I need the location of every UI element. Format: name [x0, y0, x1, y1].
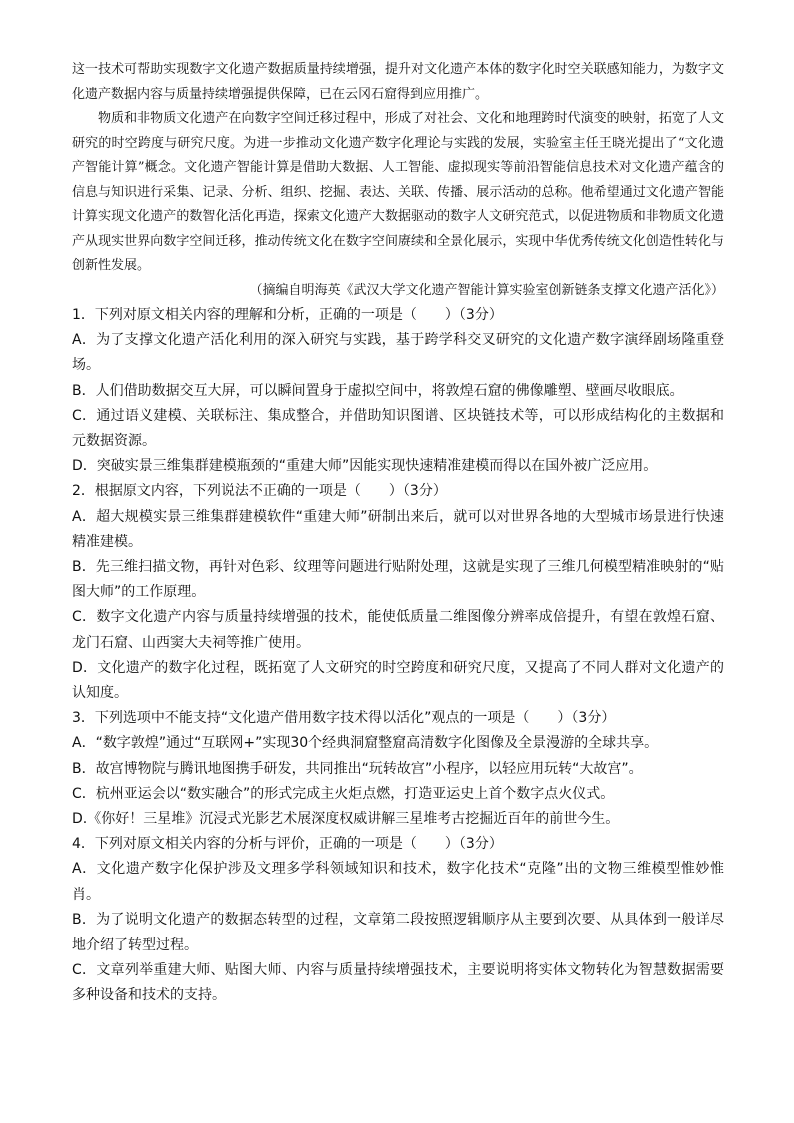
option-b: B．人们借助数据交互大屏，可以瞬间置身于虚拟空间中，将敦煌石窟的佛像雕塑、壁画尽收眼底。 [72, 382, 684, 399]
passage-paragraph-1: 这一技术可帮助实现数字文化遗产数据质量持续增强，提升对文化遗产本体的数字化时空关联感知能力，为数字文化遗产数据内容与质量持续增强提供保障，已在云冈石窟得到应用推广。 [72, 62, 724, 102]
option-c: C．文章列举重建大师、贴图大师、内容与质量持续增强技术，主要说明将实体文物转化为智慧数据需要多种设备和技术的支持。 [72, 962, 724, 1004]
option-a: A．文化遗产数字化保护涉及文理多学科领域知识和技术，数字化技术“克隆”出的文物三维模型惟妙惟肖。 [72, 861, 724, 903]
question-1 [72, 303, 724, 479]
option-a: A．超大规模实景三维集群建模软件“重建大师”研制出来后，就可以对世界各地的大型城市场景进行快速精准建模。 [72, 508, 724, 550]
option-a: A．为了支撑文化遗产活化利用的深入研究与实践，基于跨学科交叉研究的文化遗产数字演绎剧场隆重登场。 [72, 332, 724, 374]
question-2 [72, 479, 724, 706]
passage-source: （摘编自明海英《武汉大学文化遗产智能计算实验室创新链条支撑文化遗产活化》） [249, 282, 724, 298]
option-d: D．文化遗产的数字化过程，既拓宽了人文研究的时空跨度和研究尺度，又提高了不同人群对文化遗产的认知度。 [72, 659, 724, 702]
question-stem: 2．根据原文内容，下列说法不正确的一项是（ ）（3分） [72, 483, 447, 500]
option-d: D.《你好！三星堆》沉浸式光影艺术展深度权威讲解三星堆考古挖掘近百年的前世今生。 [72, 811, 620, 828]
question-4 [72, 832, 724, 1008]
exam-page [72, 58, 724, 1009]
option-b: B．先三维扫描文物，再针对色彩、纹理等问题进行贴附处理，这就是实现了三维几何模型精准映射的“贴图大师”的工作原理。 [72, 559, 724, 601]
option-b: B．为了说明文化遗产的数据态转型的过程，文章第二段按照逻辑顺序从主要到次要、从具体到一般详尽地介绍了转型过程。 [72, 911, 724, 954]
question-stem: 3．下列选项中不能支持“文化遗产借用数字技术得以活化”观点的一项是（ ）（3分） [72, 710, 616, 727]
question-stem: 4．下列对原文相关内容的分析与评价，正确的一项是（ ）（3分） [72, 836, 503, 853]
option-c: C．通过语义建模、关联标注、集成整合，并借助知识图谱、区块链技术等，可以形成结构化的主数据和元数据资源。 [72, 407, 724, 450]
option-b: B．故宫博物院与腾讯地图携手研发，共同推出“玩转故宫”小程序，以轻应用玩转“大故宫”。 [72, 760, 643, 777]
question-3 [72, 706, 724, 832]
option-d: D．突破实景三维集群建模瓶颈的“重建大师”因能实现快速精准建模而得以在国外被广泛应用。 [72, 458, 658, 475]
question-stem: 1．下列对原文相关内容的理解和分析，正确的一项是（ ）（3分） [72, 307, 503, 323]
option-c: C．数字文化遗产内容与质量持续增强的技术，能使低质量二维图像分辨率成倍提升，有望在敦煌石窟、龙门石窟、山西窦大夫祠等推广使用。 [72, 609, 724, 651]
passage-paragraph-2: 物质和非物质文化遗产在向数字空间迁移过程中，形成了对社会、文化和地理跨时代演变的映射，拓宽了人文研究的时空跨度与研究尺度。为进一步推动文化遗产数字化理论与实践的发展，实验室主任王晓光提出了“文化遗产智能计算”概念。文化遗产智能计算是借助大数据、人工智能、虚拟现实等前沿智能信息技术对文化遗产蕴含的信息与知识进行采集、记录、分析、组织、挖掘、表达、关联、传播、展示活动的总称。他希望通过文化遗产智能计算实现文化遗产的数智化活化再造，探索文化遗产大数据驱动的数字人文研究范式，以促进物质和非物质文化遗产从现实世界向数字空间迁移，推动传统文化在数字空间赓续和全景化展示，实现中华优秀传统文化创造性转化与创新性发展。 [72, 111, 724, 273]
option-c: C．杭州亚运会以“数实融合”的形式完成主火炬点燃，打造亚运史上首个数字点火仪式。 [72, 785, 615, 802]
option-a: A．“数字敦煌”通过“互联网+”实现30个经典洞窟整窟高清数字化图像及全景漫游的全球共享。 [72, 735, 659, 752]
